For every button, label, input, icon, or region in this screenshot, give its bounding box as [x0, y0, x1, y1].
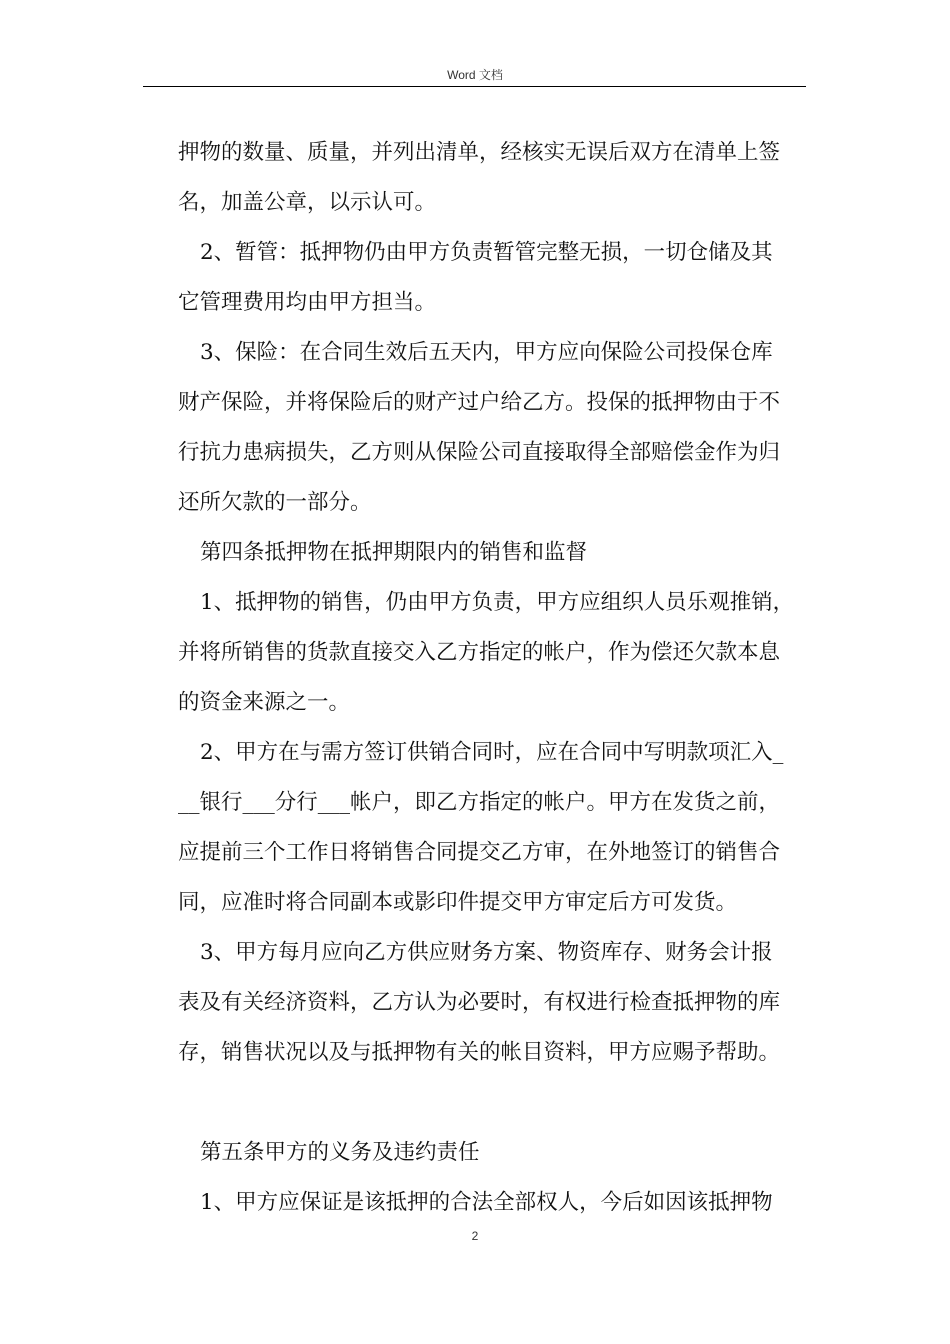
text-line: 应提前三个工作日将销售合同提交乙方审，在外地签订的销售合	[178, 840, 781, 865]
text-line: 的资金来源之一。	[178, 690, 351, 715]
text-line: 行抗力患病损失，乙方则从保险公司直接取得全部赔偿金作为归	[178, 440, 781, 465]
page-number: 2	[471, 1229, 479, 1243]
text-line: 同，应准时将合同副本或影印件提交甲方审定后方可发货。	[178, 890, 738, 915]
text-line: 财产保险，并将保险后的财产过户给乙方。投保的抵押物由于不	[178, 390, 781, 415]
paragraph-4-1	[178, 578, 808, 728]
text-line: 还所欠款的一部分。	[178, 490, 372, 515]
text-line: 1、抵押物的销售，仍由甲方负责，甲方应组织人员乐观推销，	[200, 590, 795, 615]
text-line: 2、甲方在与需方签订供销合同时，应在合同中写明款项汇入_	[200, 740, 784, 765]
text-line: 3、甲方每月应向乙方供应财务方案、物资库存、财务会计报	[200, 940, 773, 965]
text-line: 第四条抵押物在抵押期限内的销售和监督	[200, 540, 588, 565]
paragraph-4-3	[178, 928, 808, 1078]
text-line: 3、保险：在合同生效后五天内，甲方应向保险公司投保仓库	[200, 340, 773, 365]
paragraph-continuation	[178, 128, 808, 228]
text-line: 2、暂管：抵押物仍由甲方负责暂管完整无损，一切仓储及其	[200, 240, 773, 265]
paragraph-4-2	[178, 728, 808, 928]
section-heading-5	[178, 1128, 808, 1178]
text-line: 1、甲方应保证是该抵押的合法全部权人，今后如因该抵押物	[200, 1190, 773, 1215]
header-divider	[143, 86, 806, 87]
text-line: __银行___分行___帐户，即乙方指定的帐户。甲方在发货之前，	[178, 790, 781, 815]
paragraph-item-3	[178, 328, 808, 528]
text-line: 它管理费用均由甲方担当。	[178, 290, 437, 315]
document-body	[178, 128, 808, 1228]
page-header: Word 文档	[447, 68, 503, 82]
text-line: 第五条甲方的义务及违约责任	[200, 1140, 480, 1165]
paragraph-5-1	[178, 1178, 808, 1228]
text-line: 押物的数量、质量，并列出清单，经核实无误后双方在清单上签	[178, 140, 781, 165]
text-line: 名，加盖公章，以示认可。	[178, 190, 437, 215]
section-heading-4	[178, 528, 808, 578]
paragraph-item-2	[178, 228, 808, 328]
text-line: 表及有关经济资料，乙方认为必要时，有权进行检查抵押物的库	[178, 990, 781, 1015]
text-line: 并将所销售的货款直接交入乙方指定的帐户，作为偿还欠款本息	[178, 640, 781, 665]
text-line: 存，销售状况以及与抵押物有关的帐目资料，甲方应赐予帮助。	[178, 1040, 781, 1065]
paragraph-spacer	[178, 1078, 808, 1128]
